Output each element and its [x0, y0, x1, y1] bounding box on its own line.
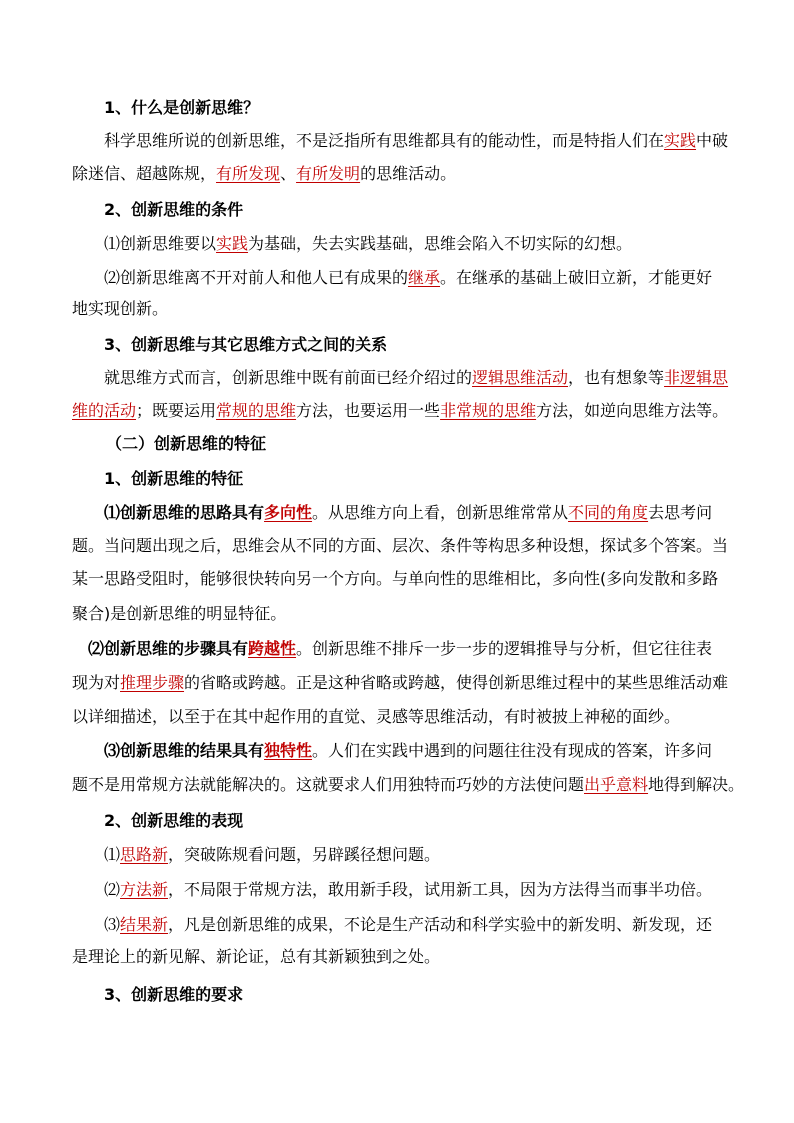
text: 。人们在实践中遇到的问题往往没有现成的答案，许多问	[312, 741, 713, 760]
heading-what-is-innovative-thinking: 1、什么是创新思维？	[104, 98, 260, 117]
paragraph-line	[104, 844, 440, 866]
paragraph-line: 聚合)是创新思维的明显特征。	[72, 604, 287, 623]
key-term: 继承	[408, 268, 441, 287]
text: 的省略或跨越。正是这种省略或跨越，使得创新思维过程中的某些思维活动难	[184, 673, 729, 692]
paragraph-line: 地实现创新。	[72, 299, 169, 318]
text: ；既要运用	[136, 401, 217, 420]
paragraph-line: 题。当问题出现之后，思维会从不同的方面、层次、条件等构思多种设想，探试多个答案。当	[72, 536, 729, 555]
key-term: 非常规的思维	[440, 401, 537, 420]
text: 为基础，失去实践基础，思维会陷入不切实际的幻想。	[248, 234, 633, 253]
paragraph-line	[104, 130, 728, 152]
heading-features: 1、创新思维的特征	[104, 469, 244, 488]
text: 现为对	[72, 673, 121, 692]
text: ⑶	[104, 915, 121, 934]
text: 就思维方式而言，创新思维中既有前面已经介绍过的	[104, 368, 473, 387]
key-term: 逻辑思维活动	[472, 368, 569, 387]
text: 中破	[696, 131, 729, 150]
text: 方法，也要运用一些	[296, 401, 441, 420]
text: ⑵	[104, 880, 121, 899]
paragraph-line	[88, 638, 712, 660]
heading-relationship: 3、创新思维与其它思维方式之间的关系	[104, 335, 388, 354]
paragraph-line	[104, 914, 712, 936]
heading-manifestations: 2、创新思维的表现	[104, 811, 244, 830]
key-term: 独特性	[264, 741, 313, 760]
text: 。在继承的基础上破旧立新，才能更好	[440, 268, 713, 287]
key-term: 思路新	[120, 845, 169, 864]
text: 。创新思维不排斥一步一步的逻辑推导与分析，但它往往表	[296, 639, 713, 658]
paragraph-line	[104, 267, 712, 289]
text: 方法，如逆向思维方法等。	[536, 401, 729, 420]
paragraph-line	[72, 163, 456, 185]
text: ⑵创新思维离不开对前人和他人已有成果的	[104, 268, 409, 287]
key-term: 出乎意料	[584, 775, 649, 794]
key-term: 实践	[664, 131, 697, 150]
heading-requirements: 3、创新思维的要求	[104, 985, 244, 1004]
paragraph-line	[104, 233, 632, 255]
key-term: 常规的思维	[216, 401, 297, 420]
key-term: 推理步骤	[120, 673, 185, 692]
text: ⑵创新思维的步骤具有	[88, 639, 249, 658]
key-term: 跨越性	[248, 639, 297, 658]
text: 科学思维所说的创新思维，不是泛指所有思维都具有的能动性，而是特指人们在	[104, 131, 665, 150]
paragraph-line	[72, 672, 728, 694]
key-term: 有所发明	[296, 164, 361, 183]
heading-conditions: 2、创新思维的条件	[104, 200, 244, 219]
text: 、	[280, 164, 297, 183]
text: 。从思维方向上看，创新思维常常从	[312, 503, 569, 522]
text: ，突破陈规看问题，另辟蹊径想问题。	[168, 845, 441, 864]
key-term: 非逻辑思	[664, 368, 729, 387]
paragraph-line: 以详细描述，以至于在其中起作用的直觉、灵感等思维活动，有时被披上神秘的面纱。	[72, 707, 681, 726]
key-term: 结果新	[120, 915, 169, 934]
key-term: 多向性	[264, 503, 313, 522]
paragraph-line	[72, 774, 744, 796]
text: ，不局限于常规方法，敢用新手段，试用新工具，因为方法得当而事半功倍。	[168, 880, 713, 899]
paragraph-line	[104, 367, 728, 389]
text: ⑴创新思维的思路具有	[104, 503, 265, 522]
key-term: 有所发现	[216, 164, 281, 183]
paragraph-line	[104, 740, 712, 762]
text: ⑴	[104, 845, 121, 864]
heading-part-two: （二）创新思维的特征	[106, 434, 267, 453]
text: ⑴创新思维要以	[104, 234, 217, 253]
paragraph-line: 是理论上的新见解、新论证，总有其新颖独到之处。	[72, 947, 441, 966]
text: 题不是用常规方法就能解决的。这就要求人们用独特而巧妙的方法使问题	[72, 775, 585, 794]
key-term: 实践	[216, 234, 249, 253]
text: 去思考问	[648, 503, 713, 522]
text: 的思维活动。	[360, 164, 457, 183]
paragraph-line	[104, 502, 712, 524]
key-term: 维的活动	[72, 401, 137, 420]
paragraph-line	[104, 879, 712, 901]
text: ，凡是创新思维的成果，不论是生产活动和科学实验中的新发明、新发现，还	[168, 915, 713, 934]
paragraph-line	[72, 400, 728, 422]
text: 除迷信、超越陈规，	[72, 164, 217, 183]
key-term: 不同的角度	[568, 503, 649, 522]
paragraph-line: 某一思路受阻时，能够很快转向另一个方向。与单向性的思维相比，多向性(多向发散和多路	[72, 569, 719, 588]
text: 地得到解决。	[648, 775, 745, 794]
text: ，也有想象等	[568, 368, 665, 387]
key-term: 方法新	[120, 880, 169, 899]
text: ⑶创新思维的结果具有	[104, 741, 265, 760]
